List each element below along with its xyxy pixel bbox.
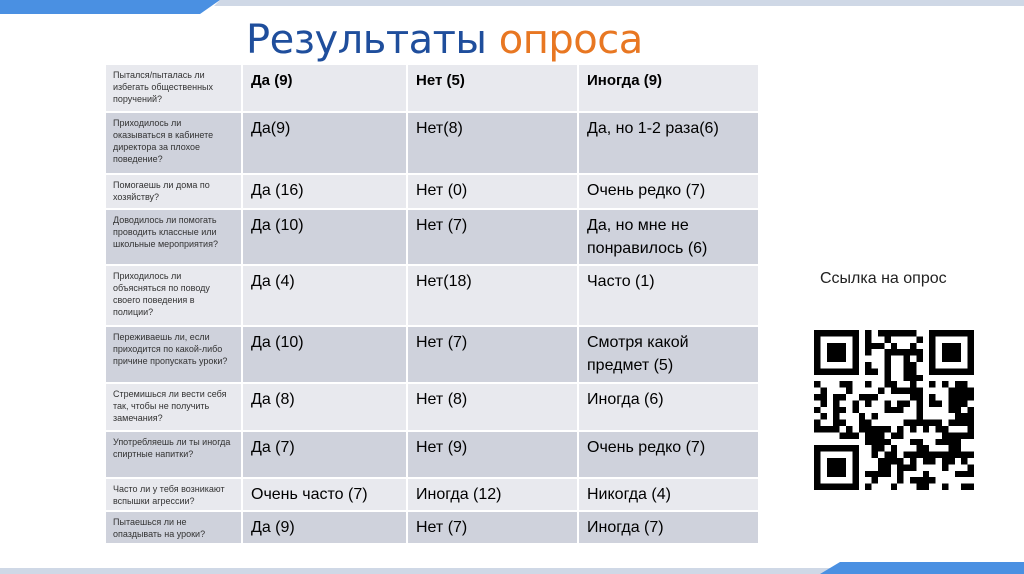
table-row <box>105 209 759 265</box>
answer-cell: Никогда (4) <box>578 478 759 511</box>
table-row <box>105 265 759 326</box>
answer-cell: Нет (8) <box>407 383 578 431</box>
question-cell: Помогаешь ли дома по хозяйству? <box>105 174 242 209</box>
table-row <box>105 383 759 431</box>
answer-cell: Нет (7) <box>407 326 578 383</box>
answer-cell: Да (9) <box>242 511 407 544</box>
answer-cell: Да (7) <box>242 431 407 478</box>
answer-cell: Да(9) <box>242 112 407 174</box>
answer-cell: Да (10) <box>242 209 407 265</box>
bottom-accent-bar <box>0 560 1024 574</box>
question-cell: Доводилось ли помогать проводить классные или школьные мероприятия? <box>105 209 242 265</box>
qr-code-icon[interactable] <box>814 330 974 490</box>
answer-cell: Очень редко (7) <box>578 431 759 478</box>
answer-cell: Нет (0) <box>407 174 578 209</box>
answer-cell: Очень редко (7) <box>578 174 759 209</box>
answer-cell: Да (8) <box>242 383 407 431</box>
answer-cell: Да (9) <box>242 64 407 112</box>
table-row <box>105 326 759 383</box>
answer-cell: Да (16) <box>242 174 407 209</box>
top-accent-bar <box>0 0 1024 14</box>
question-cell: Часто ли у тебя возникают вспышки агрессии? <box>105 478 242 511</box>
answer-cell: Нет (5) <box>407 64 578 112</box>
question-cell: Стремишься ли вести себя так, чтобы не получить замечания? <box>105 383 242 431</box>
answer-cell: Иногда (6) <box>578 383 759 431</box>
table-row <box>105 174 759 209</box>
page-title <box>246 14 643 66</box>
answer-cell: Иногда (12) <box>407 478 578 511</box>
answer-cell: Нет (7) <box>407 511 578 544</box>
title-part-2: опроса <box>498 17 643 63</box>
question-cell: Приходилось ли объясняться по поводу своего поведения в полиции? <box>105 265 242 326</box>
answer-cell: Да, но 1-2 раза(6) <box>578 112 759 174</box>
answer-cell: Иногда (7) <box>578 511 759 544</box>
table-row <box>105 64 759 112</box>
answer-cell: Да (4) <box>242 265 407 326</box>
question-cell: Пытался/пыталась ли избегать общественных поручений? <box>105 64 242 112</box>
answer-cell: Нет (7) <box>407 209 578 265</box>
answer-cell: Смотря какой предмет (5) <box>578 326 759 383</box>
question-cell: Пытаешься ли не опаздывать на уроки? <box>105 511 242 544</box>
question-cell: Приходилось ли оказываться в кабинете директора за плохое поведение? <box>105 112 242 174</box>
question-cell: Переживаешь ли, если приходится по какой-либо причине пропускать уроки? <box>105 326 242 383</box>
answer-cell: Да, но мне не понравилось (6) <box>578 209 759 265</box>
question-cell: Употребляешь ли ты иногда спиртные напитки? <box>105 431 242 478</box>
answer-cell: Нет (9) <box>407 431 578 478</box>
title-part-1: Результаты <box>246 17 487 63</box>
table-row <box>105 478 759 511</box>
table-row <box>105 511 759 544</box>
answer-cell: Нет(18) <box>407 265 578 326</box>
answer-cell: Иногда (9) <box>578 64 759 112</box>
table-row <box>105 431 759 478</box>
survey-link-caption: Ссылка на опрос <box>820 270 947 287</box>
answer-cell: Часто (1) <box>578 265 759 326</box>
answer-cell: Да (10) <box>242 326 407 383</box>
answer-cell: Нет(8) <box>407 112 578 174</box>
survey-results-table <box>104 63 760 545</box>
table-row <box>105 112 759 174</box>
answer-cell: Очень часто (7) <box>242 478 407 511</box>
